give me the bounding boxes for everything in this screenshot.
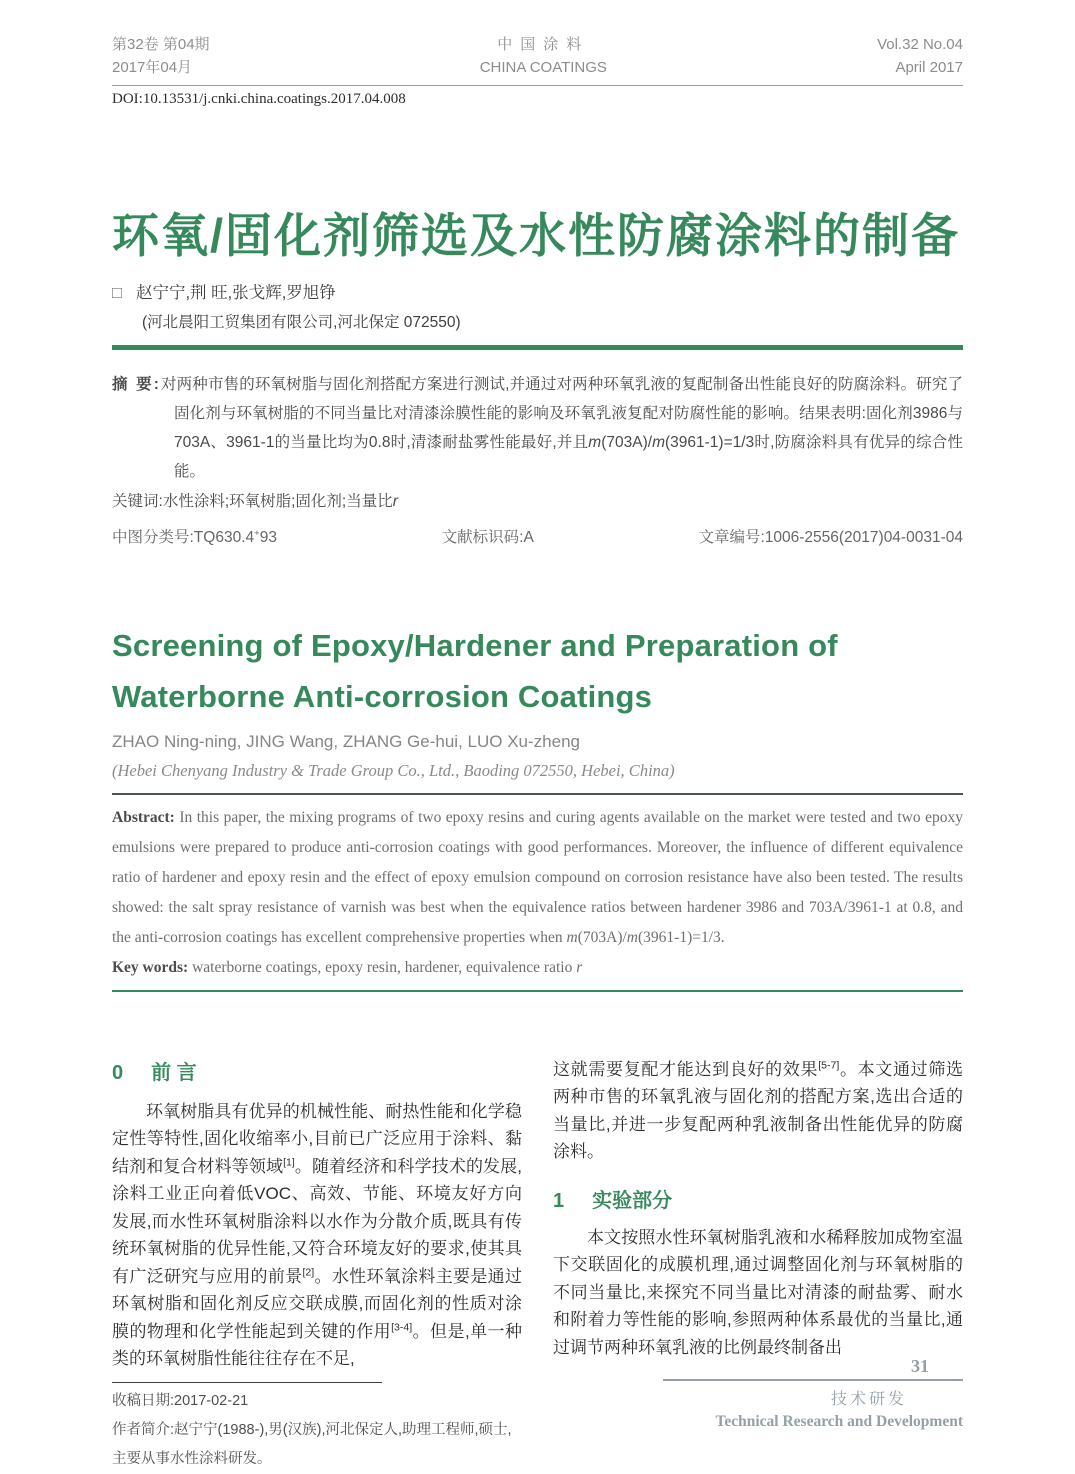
header-center: [480, 34, 607, 79]
intro-paragraph-continued: 这就需要复配才能达到良好的效果[5-7]。本文通过筛选两种市售的环氧乳液与固化剂的搭配方案,选出合适的当量比,并进一步复配两种乳液制备出性能优异的防腐涂料。: [553, 1059, 964, 1162]
clc-superscript: +: [254, 528, 260, 540]
column-name-en: Technical Research and Development: [715, 1413, 963, 1430]
journal-name-en: CHINA COATINGS: [479, 58, 607, 76]
article-title-cn: 环氧/固化剂筛选及水性防腐涂料的制备: [112, 209, 961, 262]
abstract-label-en: Abstract:: [112, 808, 175, 826]
keywords-text-en: waterborne coatings, epoxy resin, hardener, equivalence ratio r: [188, 958, 583, 976]
keywords-text-cn: 水性涂料;环氧树脂;固化剂;当量比r: [162, 493, 398, 511]
affiliation-en: (Hebei Chenyang Industry & Trade Group Co., Ltd., Baoding 072550, Hebei, China): [112, 760, 675, 780]
keywords-cn: [112, 489, 963, 511]
section-0-heading: [112, 1056, 522, 1085]
abstract-text-en: In this paper, the mixing programs of two epoxy resins and curing agents available on the market were tested and two epoxy emulsions were prepared to produce anti-corrosion coatings with good performances. Moreover, the influence of different equivalence ratio of hardener and epoxy resin and the effect of epoxy emulsion compound on corrosion resistance have also been tested. The results showed: the salt spray resistance of varnish was best when the equivalence ratios between hardener 3986 and 703A/3961-1 at 0.8, and the anti-corrosion coatings has excellent comprehensive properties when m(703A)/m(3961-1)=1/3.: [112, 808, 963, 946]
document-code: 文献标识码:A: [441, 529, 534, 547]
abstract-text-cn: 对两种市售的环氧树脂与固化剂搭配方案进行测试,并通过对两种环氧乳液的复配制备出性能良好的防腐涂料。研究了固化剂与环氧树脂的不同当量比对清漆涂膜性能的影响及环氧乳液复配对防腐性能的影响。结果表明:固化剂3986与703A、3961-1的当量比均为0.8时,清漆耐盐雾性能最好,并且m(703A)/m(3961-1)=1/3时,防腐涂料具有优异的综合性能。: [160, 376, 963, 481]
left-column: [112, 1056, 522, 1474]
article-title-en: Screening of Epoxy/Hardener and Preparation of Waterborne Anti-corrosion Coatings: [112, 628, 838, 714]
doi-line: DOI:10.13531/j.cnki.china.coatings.2017.04.008: [112, 91, 406, 107]
abstract-cn: [112, 370, 963, 486]
clc-number: 中图分类号:TQ630.4+93: [112, 528, 277, 547]
header-left: [112, 34, 210, 79]
abstract-bottom-rule: [112, 990, 963, 992]
page-footer: [663, 1356, 963, 1431]
volume-issue-cn: 第32卷 第04期: [112, 36, 210, 53]
received-date: 收稿日期:2017-02-21: [112, 1392, 249, 1409]
journal-header: [112, 34, 963, 108]
affiliation-cn: (河北晨阳工贸集团有限公司,河北保定 072550): [142, 314, 461, 332]
section-0-title: 前 言: [151, 1061, 197, 1084]
column-name-cn: 技术研发: [830, 1391, 907, 1408]
authors-cn: [112, 279, 963, 303]
date-cn: 2017年04月: [112, 58, 193, 76]
section-1-heading: [553, 1184, 963, 1213]
abstract-top-rule: [112, 793, 963, 795]
footer-rule: [663, 1379, 963, 1381]
intro-paragraph: 环氧树脂具有优异的机械性能、耐热性能和化学稳定性等特性,固化收缩率小,目前已广泛应用于涂料、黏结剂和复合材料等领域[1]。随着经济和科学技术的发展,涂料工业正向着低VOC、高效、节能、环境友好方向发展,而水性环氧树脂涂料以水作为分散介质,既具有传统环氧树脂的优异性能,又符合环境友好的要求,使其具有广泛研究与应用的前景[2]。水性环氧涂料主要是通过环氧树脂和固化剂反应交联成膜,而固化剂的性质对涂膜的物理和化学性能起到关键的作用[3-4]。但是,单一种类的环氧树脂性能往往存在不足,: [112, 1101, 523, 1369]
footnotes: [112, 1382, 522, 1474]
article-number: 文章编号:1006-2556(2017)04-0031-04: [698, 529, 963, 547]
abstract-en: [112, 803, 963, 953]
section-1-title: 实验部分: [592, 1189, 673, 1212]
journal-name-cn: 中国涂料: [497, 36, 590, 53]
volume-issue-en: Vol.32 No.04: [877, 36, 963, 53]
classification-row: [112, 525, 963, 547]
page-number: 31: [911, 1356, 929, 1376]
date-en: April 2017: [895, 58, 963, 76]
header-right: [877, 34, 963, 79]
section-1-number: 1: [553, 1189, 565, 1212]
author-square-marker: □: [112, 284, 122, 303]
footnote-rule: [112, 1382, 382, 1383]
keywords-en: [112, 953, 963, 983]
section-0-number: 0: [112, 1061, 124, 1084]
authors-cn-names: 赵宁宁,荆 旺,张戈辉,罗旭铮: [135, 284, 336, 303]
author-bio: 作者简介:赵宁宁(1988-),男(汉族),河北保定人,助理工程师,硕士,主要从事水性涂料研发。: [112, 1421, 512, 1467]
green-divider-bar: [112, 345, 963, 350]
authors-en: ZHAO Ning-ning, JING Wang, ZHANG Ge-hui, LUO Xu-zheng: [112, 731, 580, 751]
keywords-label-cn: 关键词:: [112, 493, 163, 511]
keywords-label-en: Key words:: [112, 958, 189, 976]
experimental-paragraph: 本文按照水性环氧树脂乳液和水稀释胺加成物室温下交联固化的成膜机理,通过调整固化剂与环氧树脂的不同当量比,来探究不同当量比对清漆的耐盐雾、耐水和附着力等性能的影响,参照两种体系最优的当量比,通过调节两种环氧乳液的比例最终制备出: [553, 1227, 963, 1357]
header-divider: [112, 85, 963, 86]
abstract-label-cn: 摘 要:: [112, 376, 161, 394]
